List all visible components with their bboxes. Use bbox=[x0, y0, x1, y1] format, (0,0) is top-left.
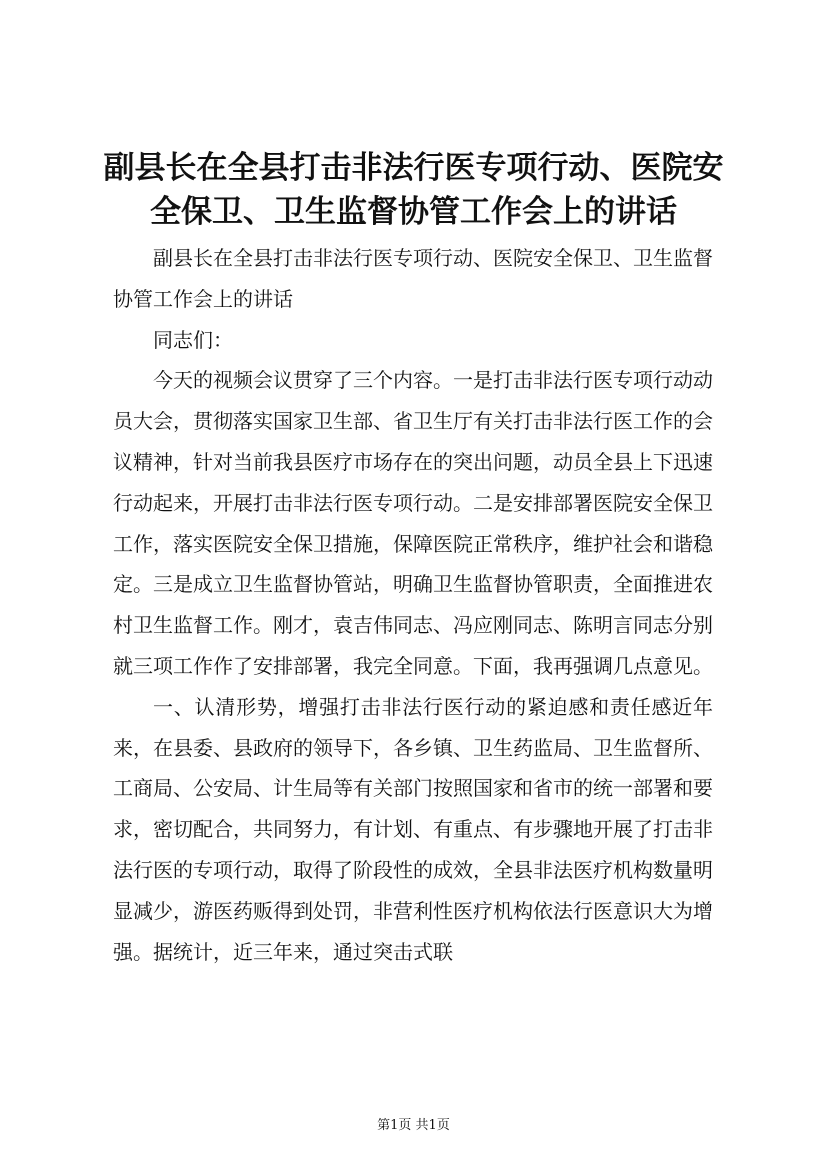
paragraph-intro: 今天的视频会议贯穿了三个内容。一是打击非法行医专项行动动员大会，贯彻落实国家卫生部、省卫生厅有关打击非法行医工作的会议精神，针对当前我县医疗市场存在的突出问题，动员全县上下迅速行动起来，开展打击非法行医专项行动。二是安排部署医院安全保卫工作，落实医院安全保卫措施，保障医院正常秩序，维护社会和谐稳定。三是成立卫生监督协管站，明确卫生监督协管职责，全面推进农村卫生监督工作。刚才，袁吉伟同志、冯应刚同志、陈明言同志分别就三项工作作了安排部署，我完全同意。下面，我再强调几点意见。 bbox=[113, 368, 713, 678]
page-footer: 第1页 共1页 bbox=[377, 1118, 450, 1133]
paragraph-salutation: 同志们： bbox=[153, 327, 233, 352]
paragraph-subtitle: 副县长在全县打击非法行医专项行动、医院安全保卫、卫生监督协管工作会上的讲话 bbox=[113, 246, 713, 311]
paragraph-section-one: 一、认清形势，增强打击非法行医行动的紧迫感和责任感近年来，在县委、县政府的领导下，各乡镇、卫生药监局、卫生监督所、工商局、公安局、计生局等有关部门按照国家和省市的统一部署和要求，密切配合，共同努力，有计划、有重点、有步骤地开展了打击非法行医的专项行动，取得了阶段性的成效，全县非法医疗机构数量明显减少，游医药贩得到处罚，非营利性医疗机构依法行医意识大为增强。据统计，近三年来，通过突击式联 bbox=[113, 694, 713, 964]
document-title: 副县长在全县打击非法行医专项行动、医院安全保卫、卫生监督协管工作会上的讲话 bbox=[103, 150, 724, 230]
document-body bbox=[113, 238, 713, 972]
